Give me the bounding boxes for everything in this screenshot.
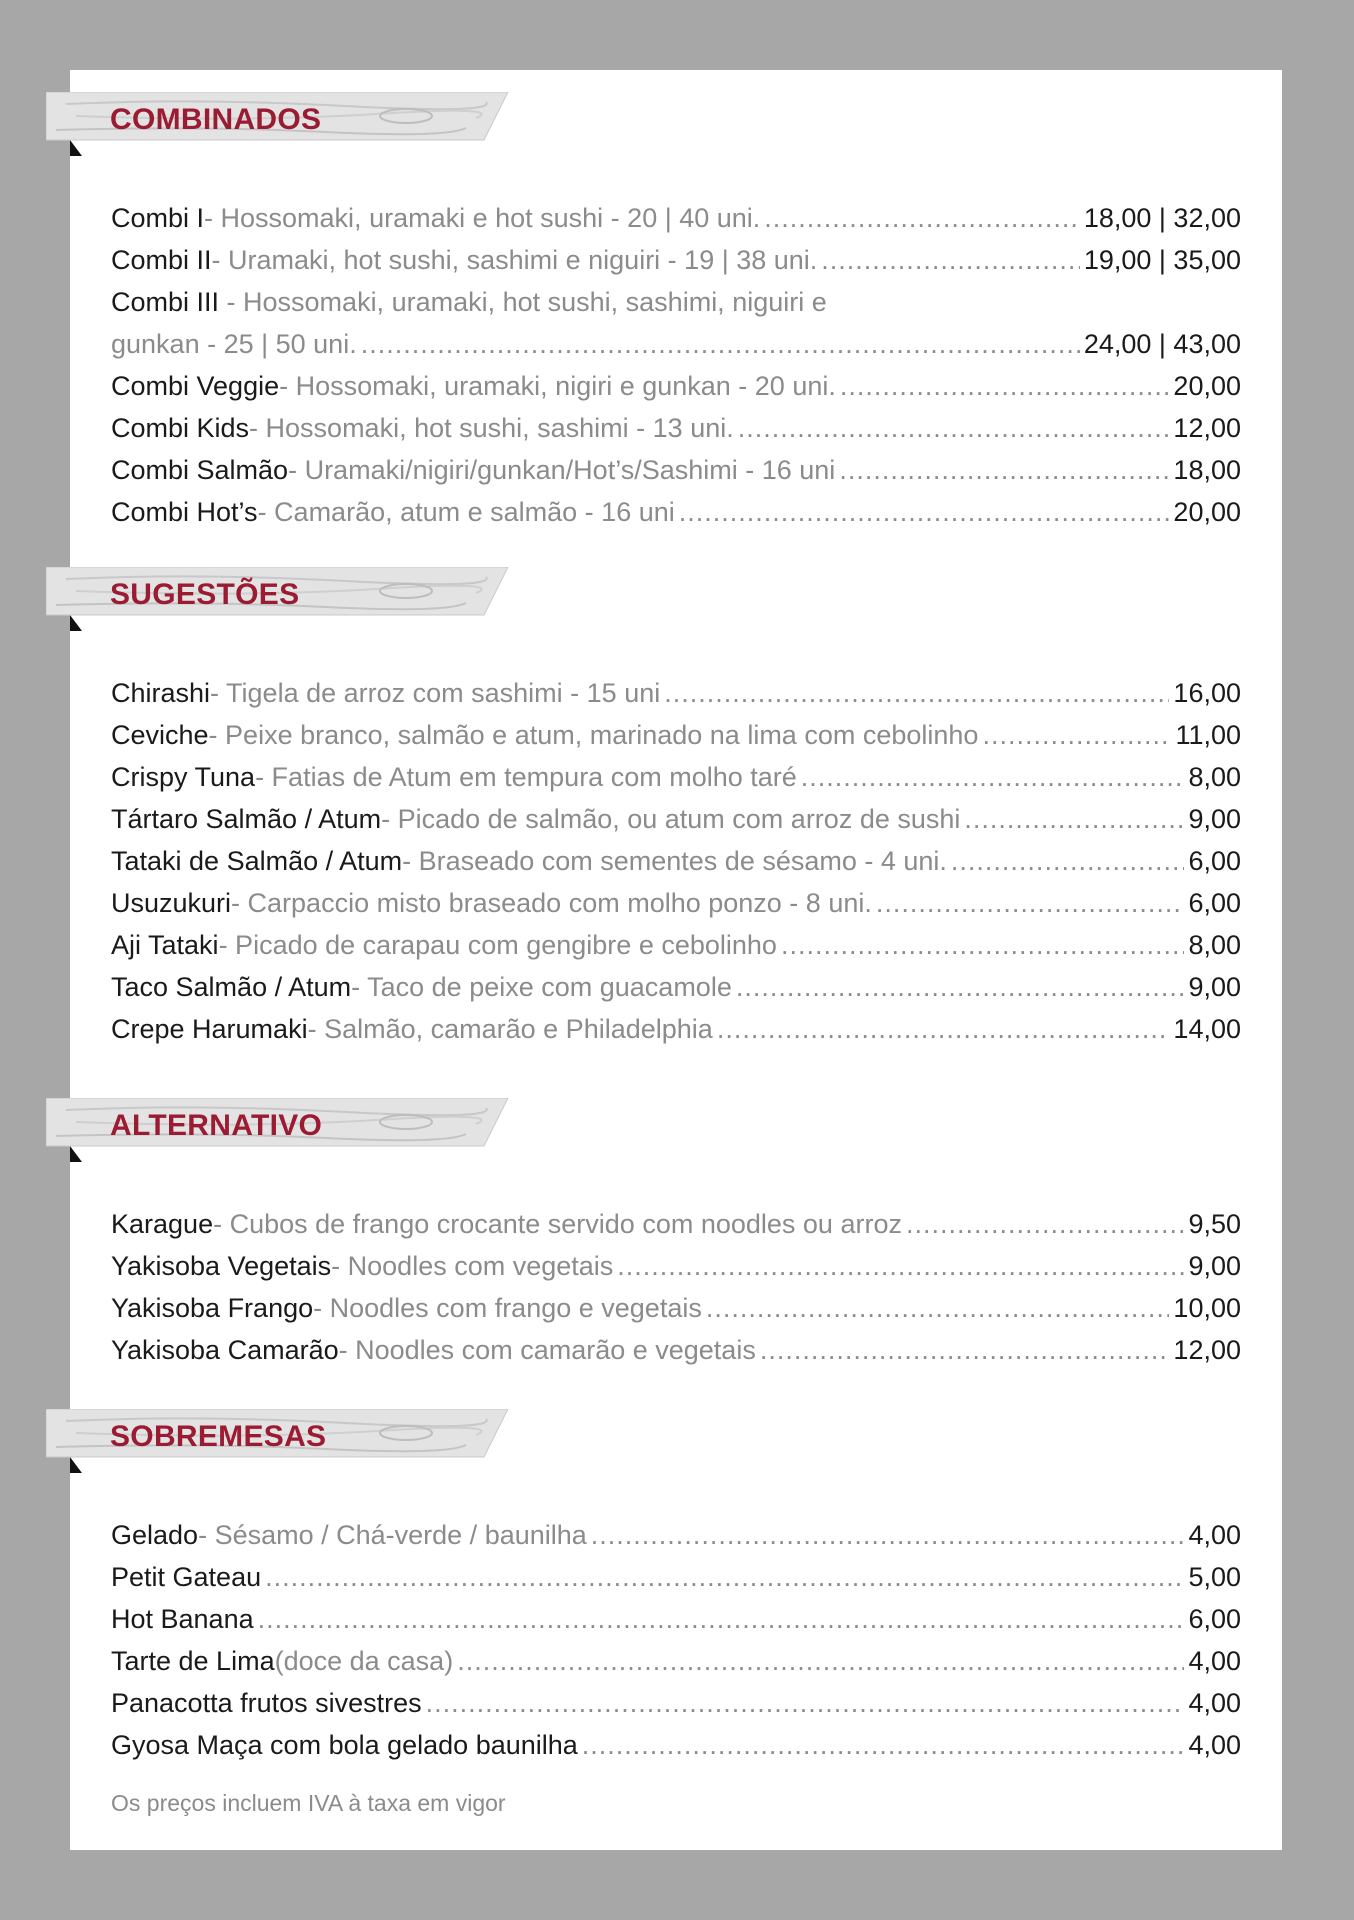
item-list — [70, 1514, 1282, 1766]
section-sobremesas — [70, 1409, 1282, 1766]
list-item — [111, 1203, 1241, 1245]
item-description: - Braseado com sementes de sésamo - 4 uni. — [402, 846, 947, 876]
item-price: 12,00 — [1173, 1335, 1241, 1365]
item-description: - Uramaki/nigiri/gunkan/Hot’s/Sashimi - 16 uni — [288, 455, 836, 485]
item-price: 6,00 — [1188, 846, 1241, 876]
item-description: - Taco de peixe com guacamole — [351, 972, 732, 1002]
leader-dots — [764, 197, 1080, 239]
leader-dots — [876, 882, 1185, 924]
item-price: 11,00 — [1175, 720, 1241, 750]
section-banner — [46, 567, 516, 643]
item-name: Taco Salmão / Atum — [111, 972, 352, 1002]
item-price: 4,00 — [1188, 1646, 1241, 1676]
leader-dots — [738, 407, 1170, 449]
section-banner — [46, 92, 516, 168]
item-description: - Noodles com vegetais — [331, 1251, 614, 1281]
list-item — [111, 1514, 1241, 1556]
item-name: Yakisoba Frango — [111, 1293, 314, 1323]
item-price: 6,00 — [1188, 888, 1241, 918]
list-item — [111, 1245, 1241, 1287]
list-item — [111, 1598, 1241, 1640]
list-item — [111, 1287, 1241, 1329]
section-sugestoes — [70, 567, 1282, 1050]
item-list — [70, 197, 1282, 533]
item-name: Combi Veggie — [111, 371, 280, 401]
section-banner — [46, 1098, 516, 1174]
item-description: - Noodles com camarão e vegetais — [338, 1335, 756, 1365]
list-item — [111, 1724, 1241, 1766]
item-name: Panacotta frutos sivestres — [111, 1688, 422, 1718]
footer-note: Os preços incluem IVA à taxa em vigor — [111, 1790, 506, 1816]
item-name: Tártaro Salmão / Atum — [111, 804, 382, 834]
leader-dots — [964, 798, 1184, 840]
item-name: Crepe Harumaki — [111, 1014, 308, 1044]
section-banner — [46, 1409, 516, 1485]
item-description: - Noodles com frango e vegetais — [313, 1293, 702, 1323]
list-item — [111, 966, 1241, 1008]
item-name: Yakisoba Vegetais — [111, 1251, 332, 1281]
section-title: SOBREMESAS — [110, 1420, 327, 1453]
item-name: Crispy Tuna — [111, 762, 256, 792]
list-item — [111, 924, 1241, 966]
item-name: Tarte de Lima — [111, 1646, 275, 1676]
list-item — [111, 197, 1241, 239]
list-item — [111, 672, 1241, 714]
item-description: - Hossomaki, uramaki, hot sushi, sashimi, niguiri e — [219, 287, 827, 317]
leader-dots — [265, 1556, 1184, 1598]
list-item — [111, 407, 1241, 449]
item-name: Combi I — [111, 203, 205, 233]
leader-dots — [717, 1008, 1170, 1050]
item-name: Yakisoba Camarão — [111, 1335, 339, 1365]
leader-dots — [840, 365, 1170, 407]
leader-dots — [760, 1329, 1170, 1371]
item-description: - Hossomaki, uramaki e hot sushi - 20 | 40 uni. — [204, 203, 761, 233]
item-name: Gyosa Maça com bola gelado baunilha — [111, 1730, 578, 1760]
menu-sheet — [70, 70, 1282, 1850]
list-item — [111, 1008, 1241, 1050]
item-list — [70, 672, 1282, 1050]
item-description: - Picado de carapau com gengibre e cebolinho — [218, 930, 777, 960]
item-price: 9,50 — [1188, 1209, 1241, 1239]
leader-dots — [781, 924, 1185, 966]
item-price: 5,00 — [1188, 1562, 1241, 1592]
item-description: - Salmão, camarão e Philadelphia — [307, 1014, 713, 1044]
leader-dots — [258, 1598, 1185, 1640]
item-description: - Tigela de arroz com sashimi - 15 uni — [210, 678, 661, 708]
list-item — [111, 1329, 1241, 1371]
item-price: 14,00 — [1173, 1014, 1241, 1044]
item-price: 8,00 — [1188, 930, 1241, 960]
list-item — [111, 1682, 1241, 1724]
item-name: Tataki de Salmão / Atum — [111, 846, 403, 876]
item-name: Chirashi — [111, 678, 211, 708]
item-description: - Picado de salmão, ou atum com arroz de sushi — [381, 804, 961, 834]
section-title: SUGESTÕES — [110, 578, 300, 611]
leader-dots — [821, 239, 1080, 281]
list-item — [111, 491, 1241, 533]
item-price: 4,00 — [1188, 1520, 1241, 1550]
item-description: - Camarão, atum e salmão - 16 uni — [257, 497, 675, 527]
item-description: - Hossomaki, hot sushi, sashimi - 13 uni. — [249, 413, 734, 443]
item-price: 18,00 — [1173, 455, 1241, 485]
leader-dots — [839, 449, 1169, 491]
item-name: Combi III — [111, 287, 220, 317]
leader-dots — [706, 1287, 1170, 1329]
item-price: 18,00 | 32,00 — [1083, 203, 1241, 233]
item-price: 20,00 — [1173, 371, 1241, 401]
list-item — [111, 714, 1241, 756]
item-price: 9,00 — [1188, 972, 1241, 1002]
leader-dots — [582, 1724, 1185, 1766]
item-description: - Fatias de Atum em tempura com molho taré — [255, 762, 797, 792]
section-title: COMBINADOS — [110, 103, 322, 136]
leader-dots — [426, 1682, 1185, 1724]
leader-dots — [736, 966, 1185, 1008]
leader-dots — [679, 491, 1170, 533]
leader-dots — [457, 1640, 1184, 1682]
item-name: Combi II — [111, 245, 212, 275]
item-name: Gelado — [111, 1520, 199, 1550]
list-item — [111, 1556, 1241, 1598]
list-item — [111, 882, 1241, 924]
item-description: - Peixe branco, salmão e atum, marinado na lima com cebolinho — [208, 720, 979, 750]
item-name: Ceviche — [111, 720, 209, 750]
item-name: Karague — [111, 1209, 214, 1239]
item-price: 19,00 | 35,00 — [1083, 245, 1241, 275]
list-item — [111, 365, 1241, 407]
item-name: Combi Kids — [111, 413, 250, 443]
item-price: 16,00 — [1173, 678, 1241, 708]
leader-dots — [906, 1203, 1184, 1245]
item-name: Aji Tataki — [111, 930, 219, 960]
list-item — [111, 756, 1241, 798]
item-description: - Hossomaki, uramaki, nigiri e gunkan - 20 uni. — [279, 371, 836, 401]
item-price: 6,00 — [1188, 1604, 1241, 1634]
leader-dots — [801, 756, 1185, 798]
list-item — [111, 840, 1241, 882]
leader-dots — [591, 1514, 1185, 1556]
item-description: (doce da casa) — [274, 1646, 454, 1676]
item-description: - Carpaccio misto braseado com molho ponzo - 8 uni. — [231, 888, 872, 918]
section-title: ALTERNATIVO — [110, 1109, 323, 1142]
item-price: 12,00 — [1173, 413, 1241, 443]
item-list — [70, 1203, 1282, 1371]
item-name: Hot Banana — [111, 1604, 254, 1634]
leader-dots — [361, 323, 1080, 365]
item-description: gunkan - 25 | 50 uni. — [111, 329, 357, 359]
list-item — [111, 239, 1241, 281]
list-item — [111, 798, 1241, 840]
leader-dots — [664, 672, 1169, 714]
item-price: 4,00 — [1188, 1730, 1241, 1760]
item-price: 10,00 — [1173, 1293, 1241, 1323]
list-item-continuation — [111, 323, 1241, 365]
item-price: 8,00 — [1188, 762, 1241, 792]
section-combinados — [70, 92, 1282, 533]
item-name: Petit Gateau — [111, 1562, 262, 1592]
item-price: 4,00 — [1188, 1688, 1241, 1718]
section-alternativo — [70, 1098, 1282, 1371]
list-item — [111, 449, 1241, 491]
item-description: - Cubos de frango crocante servido com noodles ou arroz — [213, 1209, 902, 1239]
item-name: Combi Salmão — [111, 455, 289, 485]
item-description: - Sésamo / Chá-verde / baunilha — [198, 1520, 587, 1550]
leader-dots — [982, 714, 1171, 756]
item-name: Combi Hot’s — [111, 497, 258, 527]
list-item — [111, 281, 1241, 323]
item-description: - Uramaki, hot sushi, sashimi e niguiri - 19 | 38 uni. — [211, 245, 818, 275]
leader-dots — [617, 1245, 1184, 1287]
item-price: 24,00 | 43,00 — [1083, 329, 1241, 359]
list-item — [111, 1640, 1241, 1682]
item-price: 9,00 — [1188, 804, 1241, 834]
leader-dots — [951, 840, 1185, 882]
item-price: 9,00 — [1188, 1251, 1241, 1281]
item-price: 20,00 — [1173, 497, 1241, 527]
item-name: Usuzukuri — [111, 888, 232, 918]
